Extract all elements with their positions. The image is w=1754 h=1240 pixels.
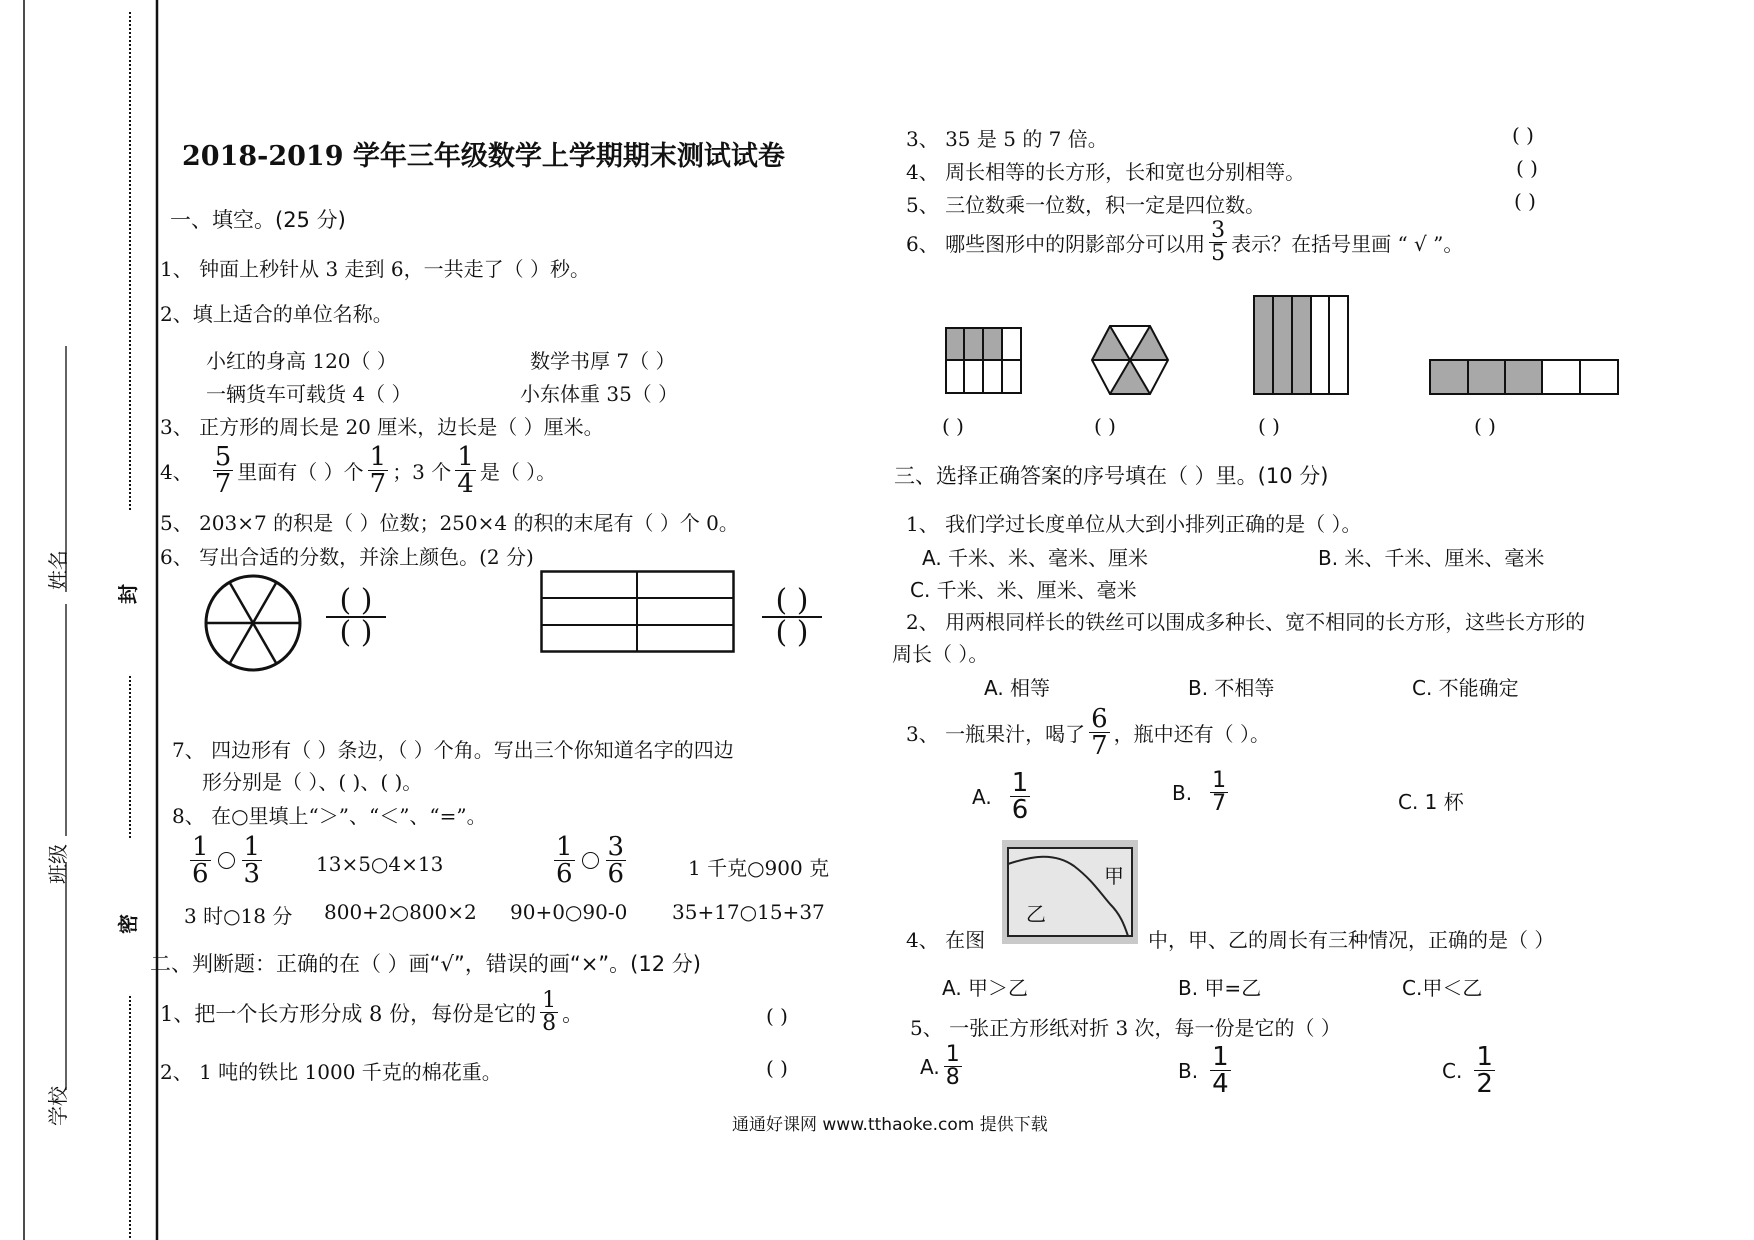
s2-q6-text: 6、 哪些图形中的阴影部分可以用 — [906, 232, 1206, 256]
s3-q4-B[interactable]: B. 甲=乙 — [1178, 976, 1262, 1000]
s3-q1: 1、 我们学过长度单位从大到小排列正确的是（ ）。 — [906, 512, 1362, 536]
s3-q4-C[interactable]: C.甲＜乙 — [1402, 976, 1483, 1000]
school-label: 学校 — [46, 1086, 70, 1126]
section3-heading: 三、选择正确答案的序号填在（ ）里。(10 分) — [894, 464, 1329, 488]
shape2-answer[interactable]: ( ) — [1094, 414, 1116, 438]
s3-q3-B[interactable]: B. $\frac{1}{7}$ — [1172, 768, 1227, 816]
fraction-answer-2[interactable]: ( ) ( ) — [762, 586, 822, 648]
hexagon-shape — [1090, 324, 1170, 396]
s2-q5-answer[interactable]: ( ) — [1514, 189, 1536, 213]
section1-heading: 一、填空。(25 分) — [170, 208, 346, 232]
s1-q3: 3、 正方形的周长是 20 厘米，边长是（ ）厘米。 — [160, 415, 604, 439]
s1-q4-text1: 里面有（ ）个 — [237, 460, 364, 484]
shape4-answer[interactable]: ( ) — [1474, 414, 1496, 438]
compare-circle[interactable] — [218, 852, 235, 869]
grid-shape-2x4 — [944, 326, 1024, 396]
s3-q5-B[interactable]: B. $\frac{1}{4}$ — [1178, 1042, 1229, 1099]
s2-q1: 1、把一个长方形分成 8 份，每份是它的 $\frac{1}{8}$ 。 — [160, 988, 584, 1036]
shape3-answer[interactable]: ( ) — [1258, 414, 1280, 438]
s1-q4-frac1: $\frac{5}{7}$ — [214, 442, 232, 499]
s1-q5: 5、 203×7 的积是（ ）位数；250×4 的积的末尾有（ ）个 0。 — [160, 511, 739, 535]
s1-q2d: 小东体重 35（ ） — [520, 382, 679, 406]
vertical-strips-shape — [1252, 294, 1350, 396]
s1-q6: 6、 写出合适的分数，并涂上颜色。(2 分) — [160, 545, 534, 569]
s1-q4-frac2: $\frac{1}{7}$ — [369, 442, 387, 499]
s3-q2b: 周长（ ）。 — [892, 642, 989, 666]
compare-3: $\frac{1}{6}$ $\frac{3}{6}$ — [556, 832, 625, 889]
s3-q1-C[interactable]: C. 千米、米、厘米、毫米 — [910, 578, 1137, 602]
binding-lines — [0, 0, 170, 1240]
name-label: 姓名 — [46, 550, 70, 590]
jia-yi-figure — [1002, 840, 1138, 944]
s2-q4-answer[interactable]: ( ) — [1516, 156, 1538, 180]
s1-q2: 2、填上适合的单位名称。 — [160, 302, 393, 326]
s2-q2-answer[interactable]: ( ) — [766, 1056, 788, 1080]
s3-q4-text2: 中，甲、乙的周长有三种情况，正确的是（ ） — [1148, 928, 1555, 952]
s3-q3-A[interactable]: A. $\frac{1}{6}$ — [972, 768, 1029, 825]
s2-q3: 3、 35 是 5 的 7 倍。 — [906, 127, 1108, 151]
compare-1: $\frac{1}{6}$ $\frac{1}{3}$ — [192, 832, 261, 889]
s2-q2: 2、 1 吨的铁比 1000 千克的棉花重。 — [160, 1060, 502, 1084]
compare-8: 35+17○15+37 — [672, 900, 825, 924]
s3-q4-text: 4、 在图 — [906, 928, 986, 952]
seal-feng: 封 — [116, 584, 140, 604]
s1-q4-text2: ；3 个 — [392, 460, 452, 484]
s3-q2-B[interactable]: B. 不相等 — [1188, 676, 1275, 700]
seal-mi: 密 — [116, 914, 140, 934]
s3-q2-A[interactable]: A. 相等 — [984, 676, 1051, 700]
s2-q3-answer[interactable]: ( ) — [1512, 123, 1534, 147]
s3-q3-text2: ，瓶中还有（ ）。 — [1113, 722, 1270, 746]
page-title: 2018-2019 学年三年级数学上学期期末测试试卷 — [182, 141, 785, 172]
s2-q1-answer[interactable]: ( ) — [766, 1004, 788, 1028]
s3-q3: 3、 一瓶果汁，喝了 $\frac{6}{7}$ ，瓶中还有（ ）。 — [906, 704, 1270, 761]
s1-q2a: 小红的身高 120（ ） — [206, 349, 397, 373]
s3-q3-text: 3、 一瓶果汁，喝了 — [906, 722, 1086, 746]
compare-2: 13×5○4×13 — [316, 852, 444, 876]
s3-q5-C[interactable]: C. $\frac{1}{2}$ — [1442, 1042, 1493, 1099]
s2-q1-text: 1、把一个长方形分成 8 份，每份是它的 — [160, 1001, 537, 1026]
s3-q1-A[interactable]: A. 千米、米、毫米、厘米 — [922, 546, 1149, 570]
shape1-answer[interactable]: ( ) — [942, 414, 964, 438]
s3-q2a: 2、 用两根同样长的铁丝可以围成多种长、宽不相同的长方形，这些长方形的 — [906, 610, 1586, 634]
fraction-answer-1[interactable]: ( ) ( ) — [326, 586, 386, 648]
s1-q1: 1、 钟面上秒针从 3 走到 6，一共走了（ ）秒。 — [160, 257, 590, 281]
compare-7: 90+0○90-0 — [510, 900, 628, 924]
footer-source: 通通好课网 www.tthaoke.com 提供下载 — [732, 1115, 1048, 1135]
rectangle-six-parts — [540, 570, 736, 654]
s1-q4-frac3: $\frac{1}{4}$ — [457, 442, 474, 499]
s3-q5: 5、 一张正方形纸对折 3 次，每一份是它的（ ） — [910, 1016, 1341, 1040]
s2-q6-text2: 表示？在括号里画 “ √ ”。 — [1231, 232, 1464, 256]
section2-heading: 二、判断题：正确的在（ ）画“√”，错误的画“×”。(12 分) — [150, 952, 701, 976]
s1-q4-text3: 是（ ）。 — [479, 460, 557, 484]
s1-q4 — [160, 444, 556, 497]
compare-circle[interactable] — [582, 852, 599, 869]
compare-5: 3 时○18 分 — [184, 904, 293, 928]
s1-q7a: 7、 四边形有（ ）条边，（ ）个角。写出三个你知道名字的四边 — [172, 738, 734, 762]
s3-q5-A[interactable]: A. $\frac{1}{8}$ — [920, 1042, 960, 1090]
jia-label: 甲 — [1104, 864, 1124, 888]
compare-6: 800+2○800×2 — [324, 900, 477, 924]
s1-q8: 8、 在○里填上“＞”、“＜”、“=”。 — [172, 804, 487, 828]
circle-six-parts — [202, 572, 304, 674]
horizontal-strips-shape — [1428, 358, 1620, 396]
s2-q6: 6、 哪些图形中的阴影部分可以用 $\frac{3}{5}$ 表示？在括号里画 “ √ ”。 — [906, 218, 1464, 266]
s1-q2c: 一辆货车可载货 4（ ） — [206, 382, 412, 406]
s3-q2-C[interactable]: C. 不能确定 — [1412, 676, 1519, 700]
s1-q4-num: 4、 — [160, 460, 193, 484]
compare-4: 1 千克○900 克 — [688, 856, 830, 880]
s3-q3-C[interactable]: C. 1 杯 — [1398, 790, 1464, 814]
s1-q7b: 形分别是（ ）、( )、( )。 — [202, 770, 423, 794]
s2-q5: 5、 三位数乘一位数，积一定是四位数。 — [906, 193, 1266, 217]
s3-q1-B[interactable]: B. 米、千米、厘米、毫米 — [1318, 546, 1545, 570]
yi-label: 乙 — [1026, 902, 1046, 926]
s2-q4: 4、 周长相等的长方形，长和宽也分别相等。 — [906, 160, 1306, 184]
s3-q4-A[interactable]: A. 甲＞乙 — [942, 976, 1029, 1000]
s1-q2b: 数学书厚 7（ ） — [530, 349, 676, 373]
class-label: 班级 — [46, 844, 70, 884]
